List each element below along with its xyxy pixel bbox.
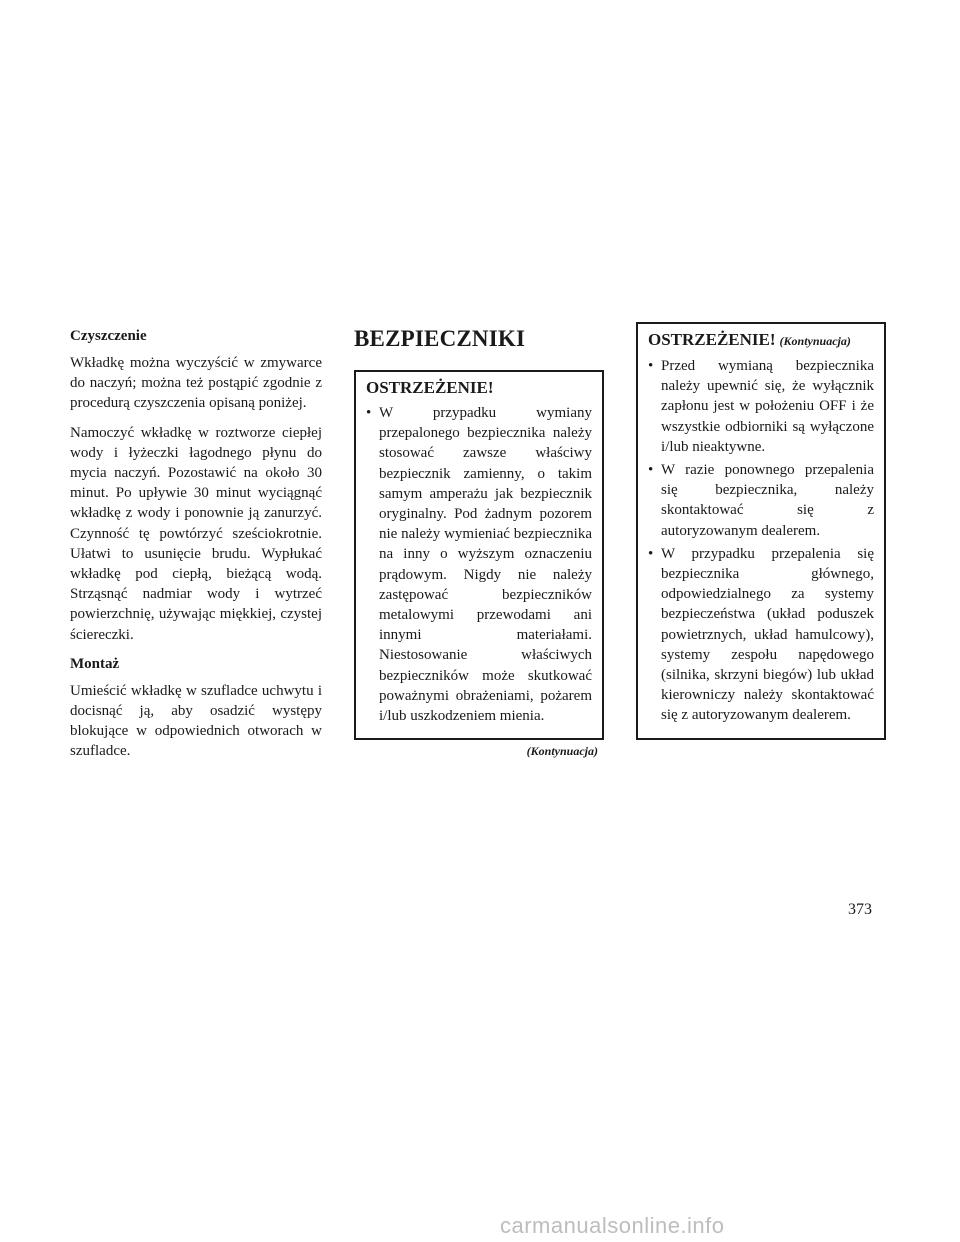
warning-item	[648, 544, 874, 726]
warning-item-text: W razie ponownego przepalenia się bezpiecznika, należy skontaktować się z autoryzowanym dealerem.	[661, 462, 874, 539]
middle-column	[354, 322, 604, 759]
warning-title-text: OSTRZEŻENIE!	[648, 330, 776, 349]
warning-item-text: Przed wymianą bezpiecznika należy upewnić się, że wyłącznik zapłonu jest w położeniu OFF i że wszystkie odbiorniki są wyłączone i/lub nieaktywne.	[661, 358, 874, 455]
page-number: 373	[848, 901, 872, 918]
warning-list	[366, 403, 592, 726]
bullet-icon: •	[648, 358, 654, 374]
cleaning-heading: Czyszczenie	[70, 328, 147, 344]
cleaning-paragraph-1: Wkładkę można wyczyścić w zmywarce do naczyń; można też postąpić zgodnie z procedurą czyszczenia opisaną poniżej.	[70, 355, 322, 412]
warning-item-text: W przypadku przepalenia się bezpiecznika głównego, odpowiedzialnego za systemy bezpieczeństwa (układ poduszek powietrznych, układ hamulcowy), systemy zespołu napędowego (silnika, skrzyni biegów) lub układ kierowniczy należy skontaktować się z autoryzowanym dealerem.	[661, 545, 874, 724]
warning-item	[366, 403, 592, 726]
warning-continued-label: (Kontynuacja)	[779, 334, 851, 348]
watermark-text: carmanualsonline.info	[500, 1213, 725, 1238]
warning-box-fuses	[354, 370, 604, 740]
warning-list-continued	[648, 356, 874, 726]
cleaning-paragraph-2: Namoczyć wkładkę w roztworze ciepłej wody i łyżeczki łagodnego płynu do mycia naczyń. Pozostawić na około 30 minut. Po upływie 30 minut wyciągnąć wkładkę z wody i ponownie ją zanurzyć. Czynność tę powtórzyć sześciokrotnie. Ułatwi to usunięcie brudu. Wypłukać wkładkę pod ciepłą, bieżącą wodą. Strząsnąć nadmiar wody i wytrzeć powierzchnię, używając miękkiej, czystej ściereczki.	[70, 424, 322, 643]
section-title-fuses: BEZPIECZNIKI	[354, 326, 526, 351]
warning-title: OSTRZEŻENIE!	[366, 378, 494, 397]
continued-note: (Kontynuacja)	[526, 744, 598, 759]
warning-item	[648, 356, 874, 457]
bullet-icon: •	[648, 462, 654, 479]
left-column	[70, 322, 322, 771]
mounting-heading: Montaż	[70, 655, 120, 672]
warning-item	[648, 460, 874, 541]
right-column	[636, 322, 886, 740]
warning-box-continued	[636, 322, 886, 740]
bullet-icon: •	[648, 545, 654, 562]
mounting-paragraph: Umieścić wkładkę w szufladce uchwytu i docisnąć ją, aby osadzić występy blokujące w odpowiednich otworach w szufladce.	[70, 682, 322, 760]
warning-title-continued	[648, 329, 874, 352]
bullet-icon: •	[366, 405, 372, 421]
warning-item-text: W przypadku wymiany przepalonego bezpiecznika należy stosować zawsze właściwy bezpiecznik zamienny, o takim samym amperażu jak bezpiecznik oryginalny. Pod żadnym pozorem nie należy wymieniać bezpiecznika na inny o wyższym oznaczeniu prądowym. Nigdy nie należy zastępować bezpieczników metalowymi przewodami ani innymi materiałami. Niestosowanie właściwych bezpieczników może skutkować poważnymi obrażeniami, pożarem i/lub uszkodzeniem mienia.	[379, 405, 592, 725]
